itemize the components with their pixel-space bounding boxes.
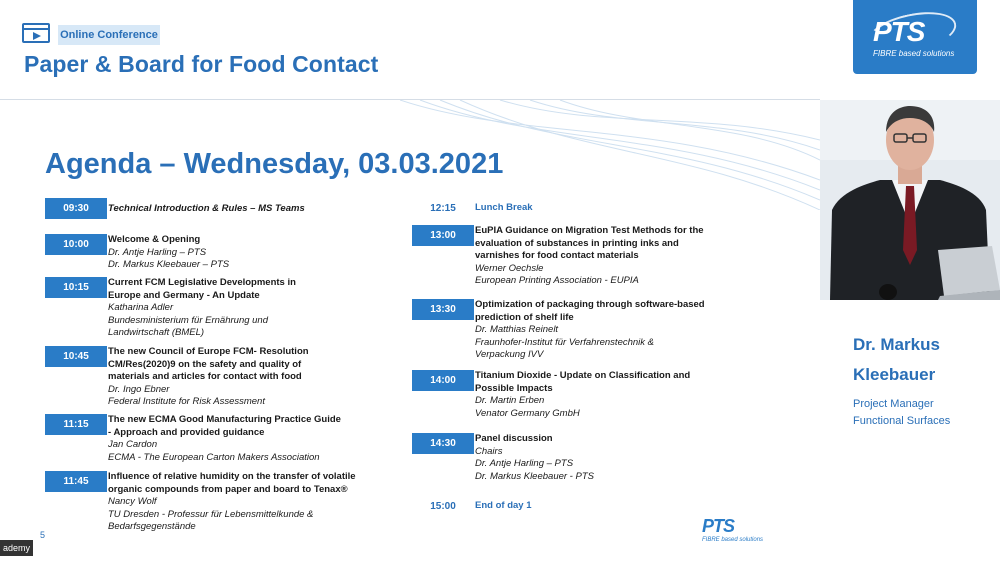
speaker-line: Bundesministerium für Ernährung und Landwirtschaft (BMEL): [108, 314, 269, 338]
time-badge: 13:00: [412, 225, 474, 246]
time-label: 12:15: [430, 203, 456, 214]
speaker-line: Jan Cardon: [108, 439, 158, 450]
speaker-role: Project Manager Functional Surfaces: [853, 398, 951, 427]
speaker-line: Dr. Ingo Ebner: [108, 383, 170, 395]
agenda-item-title: Welcome & Opening Dr. Antje Harling – PTS Dr. Markus Kleebauer – PTS: [108, 234, 363, 272]
speaker-line: Chairs: [475, 445, 503, 457]
time-badge: 14:00: [412, 370, 474, 391]
speaker-line: Dr. Matthias Reinelt: [475, 324, 559, 335]
speaker-line: Dr. Martin Erben: [475, 395, 545, 406]
time-badge: 14:30: [412, 433, 474, 454]
agenda-item-title: Current FCM Legislative Developments in Europe and Germany - An Update Katharina Adler Bundesministerium für Ernährung und Landwirtschaft (BMEL): [108, 277, 326, 340]
time-badge: 11:15: [45, 414, 107, 435]
participant-name-tag: ademy: [0, 540, 33, 556]
agenda-slide: [0, 100, 820, 563]
speaker-line: Nancy Wolf: [108, 496, 157, 507]
online-conference-badge: Online Conference: [58, 25, 160, 45]
time-badge: 09:30: [45, 198, 107, 219]
agenda-item-title: The new Council of Europe FCM- Resolution CM/Res(2020)9 on the safety and quality of materials and articles for contact with food Dr. Ingo Ebner Federal Institute for Risk Assessment: [108, 346, 338, 409]
speaker-info-panel: [820, 300, 1000, 563]
agenda-item-title: Titanium Dioxide - Update on Classification and Possible Impacts Dr. Martin Erben Venator Germany GmbH: [475, 370, 725, 420]
speaker-line: Katharina Adler: [108, 302, 174, 313]
speaker-line: ECMA - The European Carton Makers Association: [108, 451, 320, 463]
conference-title: Paper & Board for Food Contact: [24, 51, 379, 77]
speaker-line: Werner Oechsle: [475, 262, 544, 274]
slide-number: 5: [40, 530, 46, 540]
agenda-item-title: Optimization of packaging through software-based prediction of shelf life Dr. Matthias Reinelt Fraunhofer-Institut für Verfahrenstechnik & Verpackung IVV: [475, 299, 705, 360]
time-label: 15:00: [430, 501, 456, 512]
speaker-portrait: [820, 100, 1000, 300]
time-badge: 10:00: [45, 234, 107, 255]
conference-header: [0, 0, 1000, 100]
agenda-item-title: Lunch Break: [475, 202, 533, 213]
speaker-line: Venator Germany GmbH: [475, 407, 580, 419]
time-badge: 13:30: [412, 299, 474, 320]
speaker-line: Dr. Antje Harling – PTS: [475, 458, 574, 469]
speaker-video-feed: [820, 100, 1000, 300]
speaker-line: Fraunhofer-Institut für Verfahrenstechnik & Verpackung IVV: [475, 336, 655, 360]
speaker-name: Dr. Markus Kleebauer: [853, 335, 940, 384]
time-badge: 10:45: [45, 346, 107, 367]
pts-footer-logo: PTS FIBRE based solutions: [702, 516, 764, 543]
video-player-icon: [22, 23, 50, 43]
speaker-line: Federal Institute for Risk Assessment: [108, 396, 265, 407]
agenda-item-title: Technical Introduction & Rules – MS Teams: [108, 203, 305, 214]
speaker-line: TU Dresden - Professur für Lebensmittelkunde & Bedarfsgegenstände: [108, 508, 314, 532]
pts-logo: PTS FIBRE based solutions: [853, 0, 977, 74]
speaker-line: Dr. Antje Harling – PTS: [108, 246, 207, 258]
agenda-item-title: Influence of relative humidity on the transfer of volatile organic compounds from paper and board to Tenax® Nancy Wolf TU Dresden - Professur für Lebensmittelkunde & Bedarfsgegenstände: [108, 471, 363, 534]
agenda-item-title: EuPIA Guidance on Migration Test Methods for the evaluation of substances in printing inks and varnishes for food contact materials Werner Oechsle European Printing Association - EUPIA: [475, 225, 725, 288]
speaker-line: Dr. Markus Kleebauer - PTS: [475, 470, 594, 482]
agenda-item-title: Panel discussion Chairs Dr. Antje Harling – PTS Dr. Markus Kleebauer - PTS: [475, 433, 725, 483]
speaker-line: Dr. Markus Kleebauer – PTS: [108, 259, 230, 270]
agenda-title: Agenda – Wednesday, 03.03.2021: [45, 148, 504, 180]
agenda-item-title: The new ECMA Good Manufacturing Practice Guide - Approach and provided guidance Jan Cardon ECMA - The European Carton Makers Association: [108, 414, 343, 464]
agenda-item-title: End of day 1: [475, 500, 532, 511]
time-badge: 11:45: [45, 471, 107, 492]
time-badge: 10:15: [45, 277, 107, 298]
speaker-line: European Printing Association - EUPIA: [475, 275, 639, 286]
